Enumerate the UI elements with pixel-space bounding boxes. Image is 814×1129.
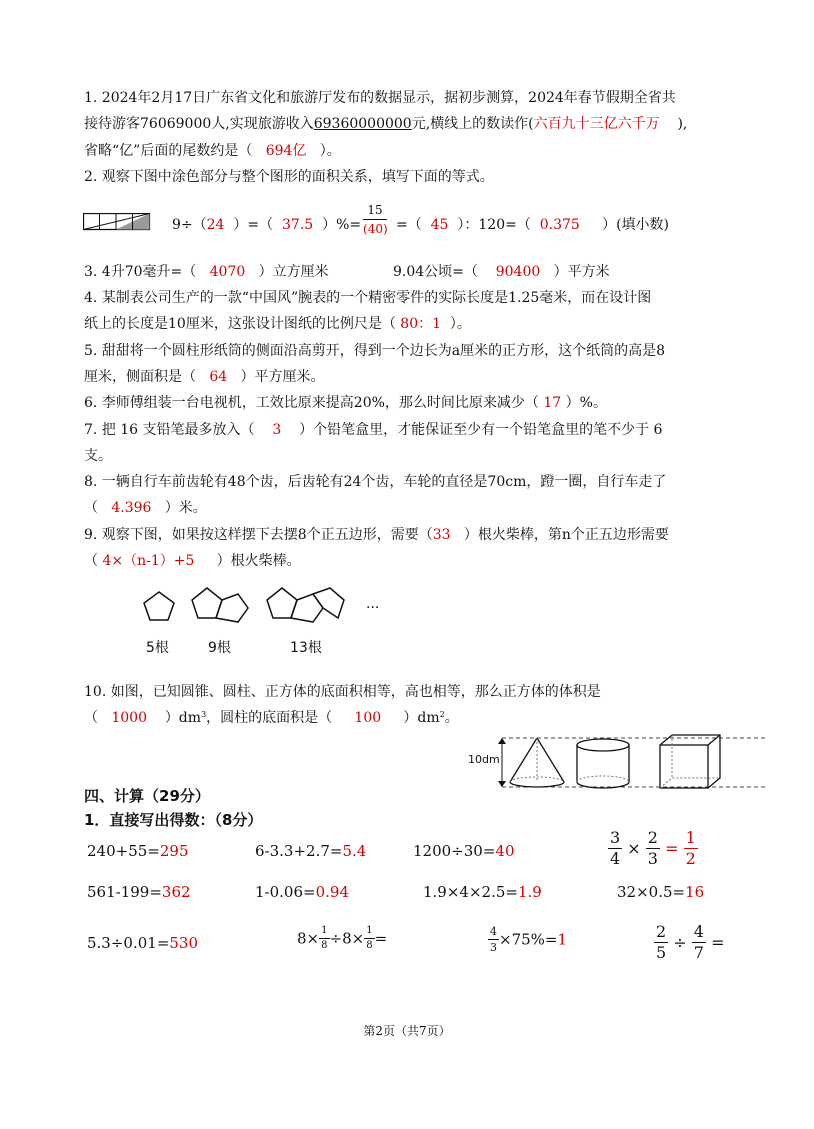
solids-figure	[466, 732, 766, 794]
calc-2-1: 561-199=362	[87, 883, 191, 901]
q2-equation: 9÷（24 ）=（ 37.5 ）%=	[172, 217, 362, 233]
pattern-label-3: 13根	[290, 640, 322, 656]
q9-line2: （ 4×（n-1）+5 ）根火柴棒。	[84, 553, 301, 569]
q7-line1: 7. 把 16 支铅笔最多放入（ 3 ）个铅笔盒里，才能保证至少有一个铅笔盒里的笔不少于 6	[84, 422, 663, 438]
cube-shape	[660, 735, 720, 788]
q8-line1: 8. 一辆自行车前齿轮有48个齿，后齿轮有24个齿，车轮的直径是70cm，蹬一圈，自行车走了	[84, 474, 667, 490]
calc-3-3: $\frac{4}{3}$ ×75%=1	[490, 925, 568, 954]
pentagon-pattern-figure	[138, 584, 358, 634]
q2-equation-rest: =（ 45 ）：120=（ 0.375 ）(填小数)	[396, 217, 670, 233]
q1-line2: 接待游客76069000人,实现旅游收入69360000000元,横线上的数读作(六百九十三亿六千万 ),	[84, 116, 688, 132]
calc-1-3: 1200÷30=40	[413, 842, 515, 860]
q4-line2: 纸上的长度是10厘米，这张设计图纸的比例尺是（ 80：1 ）。	[84, 316, 471, 332]
pattern-label-1: 5根	[146, 640, 169, 656]
q9-line1: 9. 观察下图，如果按这样摆下去摆8个正五边形，需要（33 ）根火柴棒，第n个正五边形需要	[84, 527, 669, 543]
calc-1-2: 6-3.3+2.7=5.4	[255, 842, 367, 860]
q3-line-b: 9.04公顷=（ 90400 ）平方米	[393, 264, 610, 280]
q1-answer-2: 694亿	[265, 143, 307, 159]
q7-line2: 支。	[84, 448, 112, 464]
q10-line1: 10. 如图，已知圆锥、圆柱、正方体的底面积相等，高也相等，那么正方体的体积是	[84, 684, 601, 700]
section-subtitle: 1．直接写出得数：（8分）	[84, 811, 263, 829]
q5-line1: 5. 甜甜将一个圆柱形纸筒的侧面沿高剪开，得到一个边长为a厘米的正方形，这个纸筒的高是8	[84, 343, 666, 359]
q10-line2: （ 1000 ）$dm^3$，圆柱的底面积是（ 100 ）$dm^2$。	[84, 710, 459, 726]
q2-fraction: 15 (40)	[363, 203, 388, 236]
q6-line: 6. 李师傅组装一台电视机，工效比原来提高20%，那么时间比原来减少（ 17 ）%。	[84, 395, 607, 411]
q8-line2: （ 4.396 ）米。	[84, 500, 207, 516]
q1-line1: 1. 2024年2月17日广东省文化和旅游厅发布的数据显示，据初步测算，2024年春节假期全省共	[84, 90, 676, 106]
pentagon-3c	[313, 588, 344, 618]
shaded-bar-figure	[83, 213, 151, 231]
page-footer: 第2页（共7页）	[363, 1024, 451, 1038]
calc-1-4: $\frac{3}{4}$ × $\frac{2}{3}$ = $\frac{1}{2}$	[610, 828, 696, 868]
pentagon-1	[144, 592, 174, 620]
q5-line2: 厘米，侧面积是（ 64 ）平方厘米。	[84, 369, 325, 385]
calc-1-1: 240+55=295	[87, 842, 189, 860]
q1-line3: 省略“亿”后面的尾数约是（ 694亿 ）。	[84, 143, 341, 159]
q1-answer-1: 六百九十三亿六千万	[533, 116, 660, 132]
calc-2-2: 1-0.06=0.94	[255, 883, 349, 901]
calc-2-3: 1.9×4×2.5=1.9	[423, 883, 542, 901]
calc-3-4: $\frac{2}{5}$ ÷ $\frac{4}{7}$ =	[656, 922, 725, 962]
calc-3-2: 8× $\frac{1}{8}$ ÷8× $\frac{1}{8}$ =	[297, 925, 388, 951]
calc-2-4: 32×0.5=16	[617, 883, 705, 901]
pattern-label-2: 9根	[208, 640, 231, 656]
section-title: 四、计算（29分）	[84, 787, 210, 805]
height-label: 10dm	[468, 753, 500, 766]
q3-line: 3. 4升70毫升=（ 4070 ）立方厘米	[84, 264, 329, 280]
q4-line1: 4. 某制表公司生产的一款“中国风”腕表的一个精密零件的实际长度是1.25毫米，而在设计图	[84, 290, 652, 306]
calc-3-1: 5.3÷0.01=530	[87, 934, 199, 952]
q2-title: 2. 观察下图中涂色部分与整个图形的面积关系，填写下面的等式。	[84, 169, 494, 185]
cone-shape	[510, 738, 564, 787]
cylinder-shape	[577, 739, 629, 788]
pattern-ellipsis: ···	[366, 600, 380, 616]
